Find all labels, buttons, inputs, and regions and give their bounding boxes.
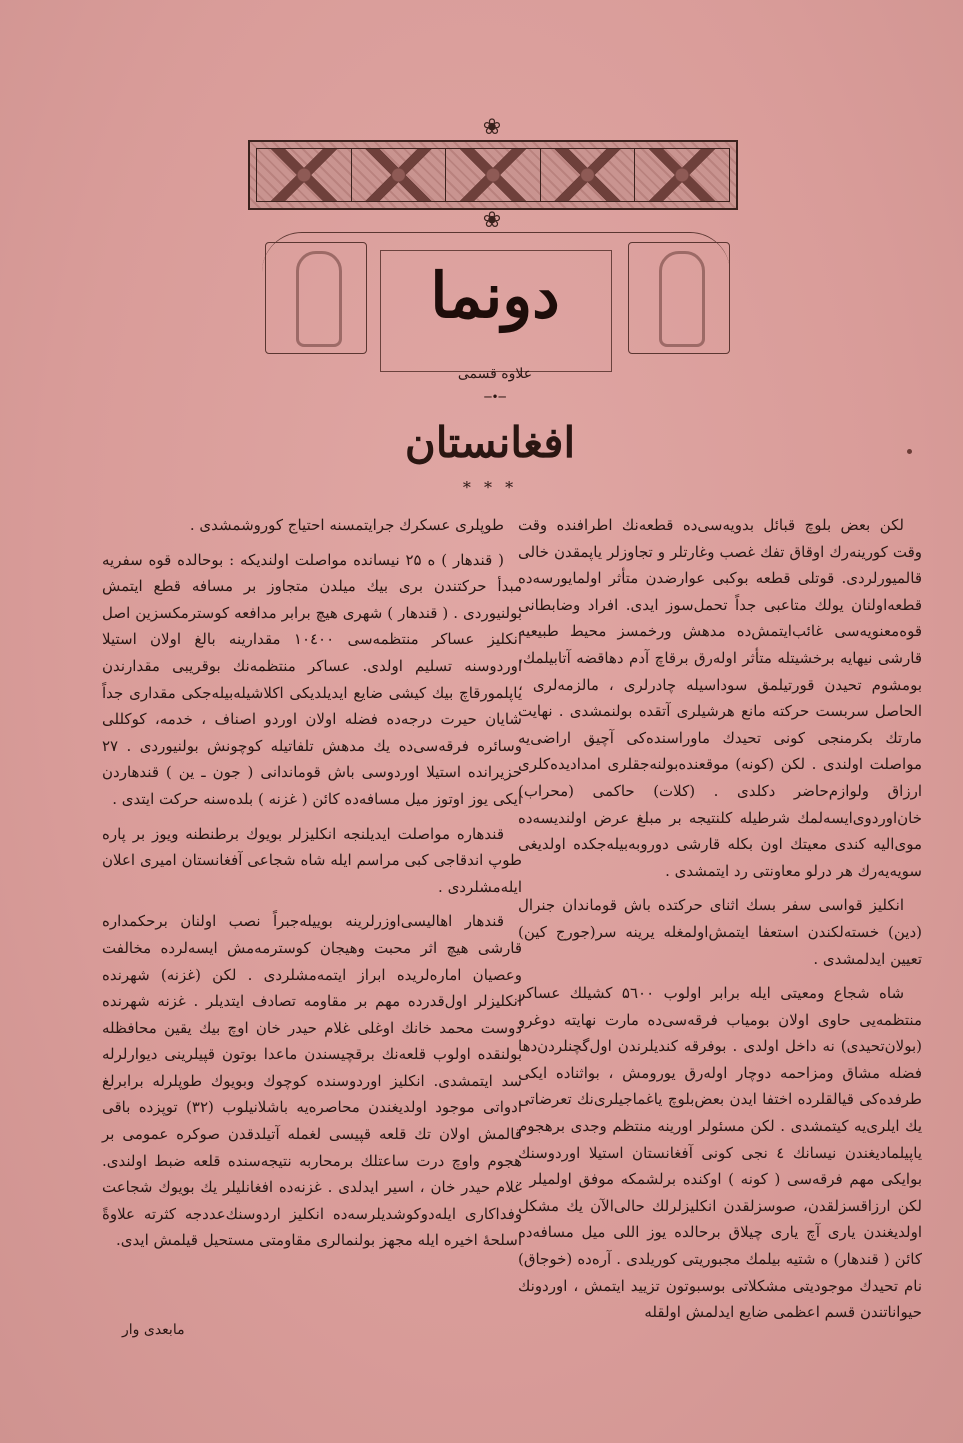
article-title: افغانستان [404, 418, 576, 467]
paragraph: قندهاره مواصلت ایدیلنجه انكلیزلر بویوك برطنطنه ویوز بر پاره طوپ اندقاجی كبی مراسم ایله شاه شجاعی آفغانستان امیری اعلان ایله‌مشلردی . [102, 824, 522, 896]
paragraph: قندهار اهالیسی‌اوزرلرینه بوییله‌جبراً نصب اولنان برحكمداره قارشی هیچ اثر محبت وهیجان كوسترمه‌مش ایسه‌لرده مخالفت وعصیان اماره‌لریده ابراز ایتمه‌مشلردی . لكن (غزنه) شهرنده انكلیزلر اول‌قدرده مهم بر مقاومه تصادف ایتدیلر . غزنه شهرنده دوست محمد خانك اوغلی غلام حیدر خان اوچ بیك یقین محافظله بولنقده اولوب قلعه‌نك برقچیسندن ماعدا بوتون قپیلرینی دیوارلرله سد ایتمشدی. انكلیز اوردوسنده كوچوك وبویوك طوپلرله برابرلغ ادواتی موجود اولدیغندن محاصره‌یه باشلانیلوب (۳۲) توپزده باقی قالمش اولان تك قلعه قپیسی لغمله آتیلدقدن صوكره عمومی بر هجوم واوچ درت ساعتلك برمحاربه نتیجه‌سنده قلعه ضبط اولندی. غلام حیدر خان ، اسیر ایدلدی . غزنه‌ده افغانلیلر یك بویوك شجاعت وفداكاری ایله‌دوكوشدیلرسه‌ده انكلیز اردوسنك‌عددجه كثرته علاوةً اسلحهٔ اخیره ایله مجهز بولنمالری مقاومتی مستحیل قیلمش ایدی. [102, 912, 522, 1250]
newspaper-subtitle: علاوه قسمی [457, 366, 533, 382]
continued-note: مابعدی وار [122, 1322, 185, 1338]
bottom-ornament: ❀ [482, 208, 502, 233]
band-motif [541, 149, 636, 201]
band-motif [446, 149, 541, 201]
top-ornament: ❀ [482, 115, 502, 140]
newspaper-title: دونما [430, 259, 560, 332]
paragraph: انكلیز قواسی سفر بسك اثنای حركتده باش قوماندان جنرال (دین) خسته‌لكندن استعفا ایتمش‌اولمغله یرینه سر(جورج كین) تعیین ایدلمشدی . [518, 896, 922, 968]
left-decorative-panel [265, 242, 367, 354]
ornamental-header-band [248, 140, 738, 210]
band-motif [257, 149, 352, 201]
band-motif [635, 149, 729, 201]
paragraph: ( قندهار ) ه ۲۵ نیسانده مواصلت اولندیكه : بوحالده قوه سفریه مبدأ حركتندن بری بیك میلدن متجاوز بر مسافه قطع ایتمش بولنیوردی . ( قندهار ) شهری هیچ برابر مدافعه كوسترمكسزین اصل انكلیز عساكر منتظمه‌سی ۱۰٤۰۰ مقدارینه بالغ اولان استیلا اوردوسنه تسلیم اولدی. عساكر منتظمه‌نك بوقریبی مقدارندن یاپلمورقاچ بیك كیشی ضایع ایدیلدیكی اكلاشیله‌بیله‌جكی مقداری جداً شایان حیرت درجه‌ده فضله اولان اوردو اصناف ، خدمه، كوكللی وسائره فرقه‌سی‌ده یك مدهش تلفاتیله كوچونش بولنیوردی . ۲۷ حزیرانده استیلا اوردوسی باش قوماندانی ( جون ـ ین ) قندهاردن ایكی یوز اوتوز میل مسافه‌ده كائن ( غزنه ) بلده‌سنه حركت ایتدی . [102, 550, 522, 808]
paper-speck [907, 449, 912, 454]
paragraph: طوپلری عسكرك جرایتمسنه احتیاج كوروشمشدی . [189, 516, 504, 534]
left-text-column [102, 512, 522, 1262]
right-text-column [518, 512, 922, 1334]
paragraph: لكن بعض بلوچ قبائل بدويه‌سی‌ده قطعه‌نك اطرافنده وقت وقت كورينه‌رك اوقاق تفك غصب وغارتلر و تجاوزلر یاپمقدن خالی قالمیورلردی. قوتلی قطعه بوكبی عوارضدن متأثر اولمایورسه‌ده قطعه‌اولنان یولك متاعبی جداً تحمل‌سوز ایدی. افراد وضابطانی قوه‌معنویه‌سی غائب‌ایتمش‌ده مدهش ورخمسز محیط طبیعیه قارشی نیهایه برخشیتله متأثر اوله‌رق برقاچ آدم دهاقضه آتابیلمك، بومشوم تحیدن قورتیلمق سوداسیله چادرلری ، مالزمه‌لری ، الحاصل سربست حركته مانع هرشیلری آتقده بولنمشدی . نهایت مارتك بكرمنجی كونی تحیدك ماوراسنده‌كی آچیق اراضی‌یه مواصلت اولندی . لكن (كونه) موقعنده‌بولنه‌جقلری امدادیده‌كلری ارزاق ولوازم‌حاضر دكلدی . (كلات) حاكمی (محراب) خان‌اوردوی‌ایسه‌لمك شرطیله كلنتیجه بر مبلغ عرض اولندیسه‌ده موی‌الیه كندی معیتك اون بكله قارشی دوروبه‌بیله‌جكده اولدیغی سویه‌یه‌رك هر درلو معاونتی رد ایتمشدی . [518, 516, 922, 880]
right-decorative-panel [628, 242, 730, 354]
title-asterisks: * * * [462, 478, 518, 497]
band-motif [352, 149, 447, 201]
header-band-inner [256, 148, 730, 202]
paragraph: شاه شجاع ومعیتی ایله برابر اولوب ۵٦۰۰ كشیلك عساكر منتظمه‌یی حاوی اولان بومیاب فرقه‌سی‌ده مارت نهایته دوغرو (بولان‌تحیدی) نه داخل اولدی . بوفرقه كندیلرندن اول‌گچنلردن‌دها فضله مشاق ومزاحمه دوچار اوله‌رق یورومش ، بواثناده ایكی طرفده‌كی قیالقلرده اختفا ایدن بعض‌بلوچ یاغماجیلری‌نك تعرضاتی یك ایلری‌یه كیتمشدی . لكن مسئولر اورینه منتظم وجدی برهجوم یاپیلمادیغندن نیسانك ٤ نجی كونی آفغانستان استیلا اوردوسنك بوایكی مهم فرقه‌سی ( كونه ) اوكنده برلشمكه موفق اولمیلر . لكن ارزاقسزلقدن، صوسزلقدن انكلیزلرلك حالی‌الآن یك مشكل اولدیغندن یاری آچ یاری چیلاق برحالده یوز اللی میل مسافه‌ده كائن ( قندهار) ه شتیه بیلمك مجبوریتی كوریلدی . آره‌ده (خوجاق) نام تحیدك موجودیتی مشكلاتی بوسبوتون تزیید ایتمش ، اوردونك حیواناتندن قسم اعظمی ضایع ایدلمش اولقله [518, 984, 922, 1322]
masthead-divider: ─•─ [484, 390, 506, 404]
